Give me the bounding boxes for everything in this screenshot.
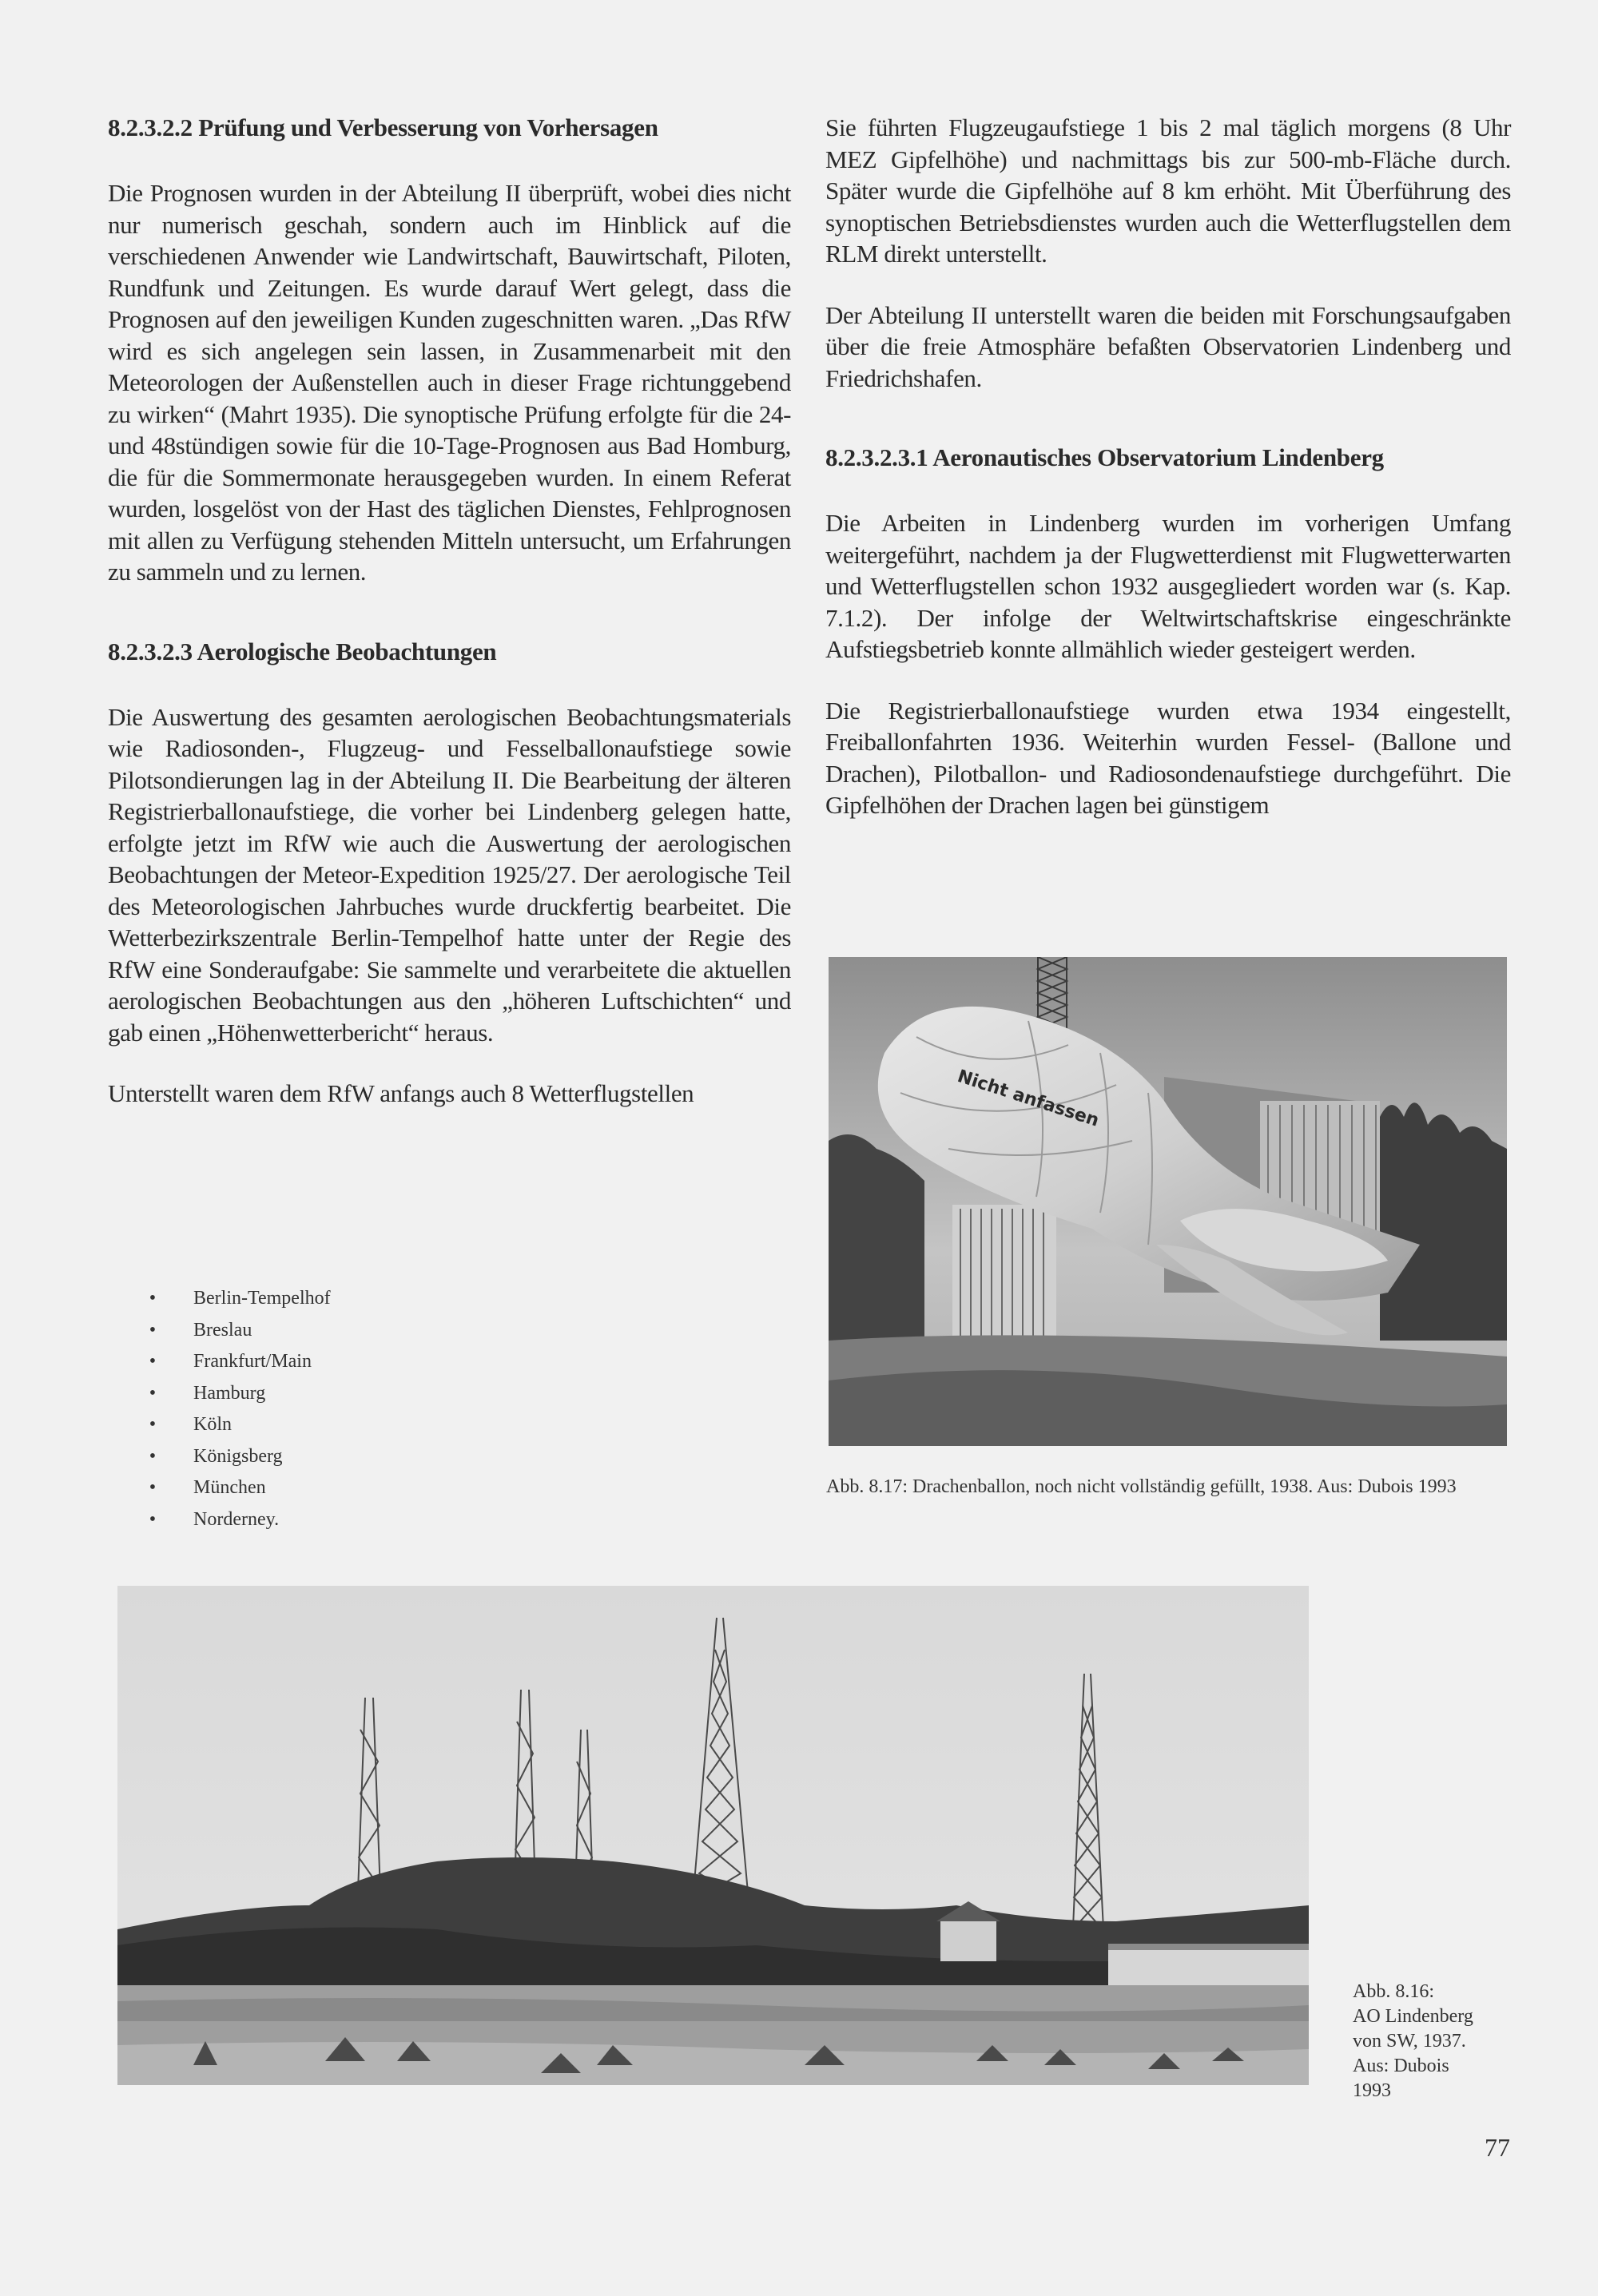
- list-item: [148, 1504, 331, 1536]
- wetterflugstellen-list: [148, 1283, 331, 1535]
- list-item: [148, 1346, 331, 1378]
- paragraph-abteilung-ii: Der Abteilung II unterstellt waren die beiden mit Forschungsaufgaben über die freie Atmosphäre befaßten Observatorien Lindenberg und Friedrichshafen.: [825, 300, 1511, 392]
- bullet-icon: •: [149, 1288, 157, 1309]
- station-name: Königsberg: [193, 1445, 283, 1467]
- left-column: [108, 112, 791, 1110]
- figure-caption-towers: [1353, 1980, 1513, 2103]
- station-name: Hamburg: [193, 1382, 266, 1404]
- list-item: [148, 1378, 331, 1410]
- station-name: Norderney.: [193, 1508, 280, 1530]
- list-item: [148, 1441, 331, 1473]
- paragraph-registrierballon: Die Registrierballonaufstiege wurden etwa 1934 eingestellt, Freiballonfahrten 1936. Weiterhin wurden Fessel- (Ballone und Drachen), Pilotballon- und Radiosondenaufstiege durchgeführt. Die Gipfelhöhen der Drachen lagen bei günstigem: [825, 696, 1511, 819]
- right-column: [825, 112, 1511, 821]
- balloon-photo: [829, 957, 1507, 1446]
- paragraph-flugzeugaufstiege: Sie führten Flugzeugaufstiege 1 bis 2 mal täglich morgens (8 Uhr MEZ Gipfelhöhe) und nachmittags bis zur 500-mb-Fläche durch. Später wurde die Gipfelhöhe auf 8 km erhöht. Mit Überführung des synoptischen Betriebsdienstes wurden auch die Wetterflugstellen dem RLM direkt unterstellt.: [825, 113, 1511, 268]
- caption-line: AO Lindenberg: [1353, 2006, 1473, 2027]
- section-heading-observatorium-lindenberg: 8.2.3.2.3.1 Aeronautisches Observatorium Lindenberg: [825, 443, 1384, 471]
- section-heading-aerologische-beobachtungen: 8.2.3.2.3 Aerologische Beobachtungen: [108, 637, 497, 665]
- paragraph-arbeiten-lindenberg: Die Arbeiten in Lindenberg wurden im vorherigen Umfang weitergeführt, nachdem ja der Flugwetterdienst mit Flugwetterwarten und Wetterflugstellen schon 1932 ausgegliedert worden war (s. Kap. 7.1.2). Der infolge der Weltwirtschaftskrise eingeschränkte Aufstiegsbetrieb konnte allmählich wieder gesteigert werden.: [825, 509, 1511, 663]
- caption-line: Aus: Dubois: [1353, 2056, 1449, 2076]
- station-name: Breslau: [193, 1319, 252, 1341]
- caption-line: von SW, 1937.: [1353, 2031, 1466, 2052]
- balloon-photo-image: [829, 957, 1507, 1446]
- bullet-icon: •: [149, 1445, 157, 1467]
- station-name: Frankfurt/Main: [193, 1351, 312, 1372]
- paragraph-aerologische-beobachtungen: Die Auswertung des gesamten aerologischen Beobachtungsmaterials wie Radiosonden-, Flugzeug- und Fesselballonaufstiege sowie Pilotsondierungen lag in der Abteilung II. Die Bearbeitung der älteren Registrierballonaufstiege, die vorher bei Lindenberg gelegen hatte, erfolgte jetzt im RfW wie auch die Auswertung der aerologischen Beobachtungen der Meteor-Expedition 1925/27. Der aerologische Teil des Meteorologischen Jahrbuches wurde druckfertig bearbeitet. Die Wetterbezirkszentrale Berlin-Tempelhof hatte unter der Regie des RfW eine Sonderaufgabe: Sie sammelte und verarbeitete die aktuellen aerologischen Beobachtungen aus den „höheren Luftschichten“ und gab einen „Höhenwetterbericht“ heraus.: [108, 702, 791, 1047]
- caption-line: 1993: [1353, 2080, 1391, 2101]
- list-item: [148, 1283, 331, 1315]
- list-item: [148, 1315, 331, 1347]
- page-number: 77: [1485, 2133, 1510, 2162]
- caption-line: Abb. 8.16:: [1353, 1981, 1434, 2002]
- balloon-lettering: Nicht anfassen: [955, 1066, 1102, 1131]
- bullet-icon: •: [149, 1414, 157, 1435]
- station-name: München: [193, 1477, 266, 1498]
- bullet-icon: •: [149, 1351, 157, 1372]
- list-item: [148, 1472, 331, 1504]
- towers-photo: [117, 1586, 1309, 2085]
- bullet-icon: •: [149, 1477, 157, 1498]
- figure-caption-balloon: Abb. 8.17: Drachenballon, noch nicht vollständig gefüllt, 1938. Aus: Dubois 1993: [826, 1476, 1457, 1497]
- bullet-icon: •: [149, 1319, 157, 1341]
- station-name: Köln: [193, 1414, 232, 1435]
- station-name: Berlin-Tempelhof: [193, 1288, 331, 1309]
- paragraph-pruefung: Die Prognosen wurden in der Abteilung II überprüft, wobei dies nicht nur numerisch geschah, sondern auch im Hinblick auf die verschiedenen Anwender wie Landwirtschaft, Bauwirtschaft, Piloten, Rundfunk und Zeitungen. Es wurde darauf Wert gelegt, dass die Prognosen auf den jeweiligen Kunden zugeschnitten waren. „Das RfW wird es sich angelegen sein lassen, in Zusammenarbeit mit den Meteorologen der Außenstellen auch in dieser Frage richtunggebend zu wirken“ (Mahrt 1935). Die synoptische Prüfung erfolgte für die 24- und 48stündigen sowie für die 10-Tage-Prognosen aus Bad Homburg, die für die Sommermonate herausgegeben wurden. In einem Referat wurden, losgelöst von der Hast des täglichen Dienstes, Fehlprognosen mit allen zu Verfügung stehenden Mitteln untersucht, um Erfahrungen zu sammeln und zu lernen.: [108, 179, 791, 586]
- list-item: [148, 1409, 331, 1441]
- bullet-icon: •: [149, 1508, 157, 1530]
- bullet-icon: •: [149, 1382, 157, 1404]
- paragraph-wetterflugstellen-intro: Unterstellt waren dem RfW anfangs auch 8 Wetterflugstellen: [108, 1079, 694, 1107]
- section-heading-pruefung: 8.2.3.2.2 Prüfung und Verbesserung von Vorhersagen: [108, 113, 658, 141]
- towers-photo-image: [117, 1586, 1309, 2085]
